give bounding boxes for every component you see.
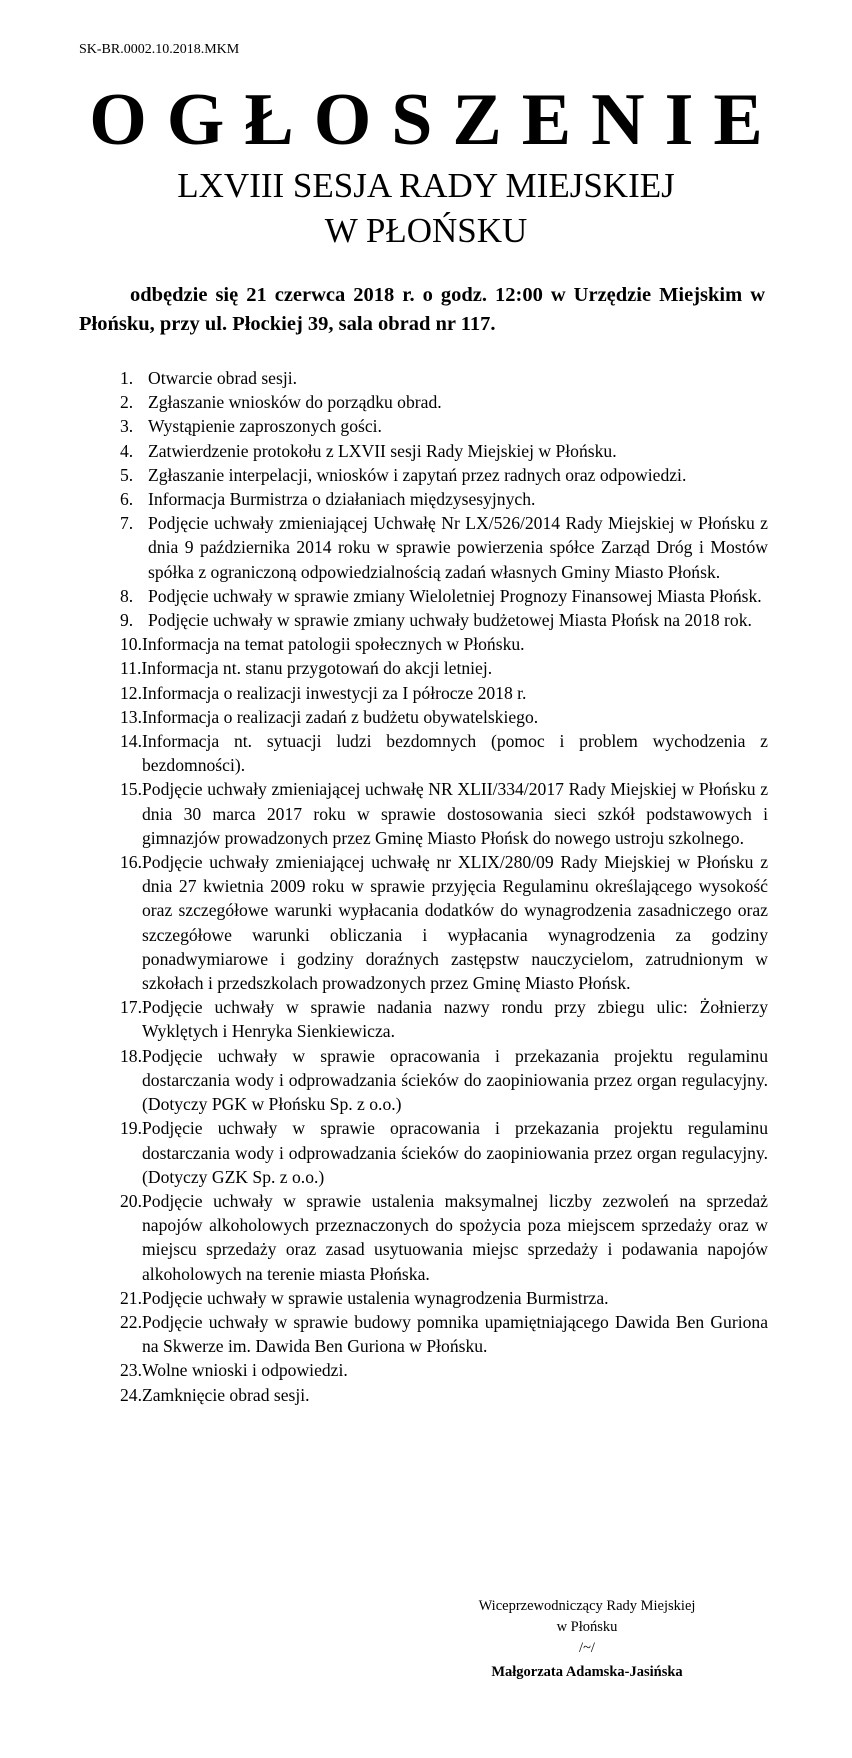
agenda-item (120, 681, 768, 705)
agenda-item-text: Zgłaszanie interpelacji, wniosków i zapytań przez radnych oraz odpowiedzi. (148, 464, 687, 485)
agenda-item-text: Informacja na temat patologii społecznych w Płońsku. (142, 634, 525, 655)
agenda-item-number: 23. (120, 1360, 142, 1381)
signature-mark: /~/ (579, 1640, 595, 1656)
agenda-item-number: 16. (120, 852, 142, 873)
agenda-item-number: 18. (120, 1045, 142, 1066)
signatory-title: Wiceprzewodniczący Rady Miejskiej (478, 1598, 696, 1614)
agenda-item (120, 729, 768, 777)
agenda-item-number: 17. (120, 997, 142, 1018)
agenda-item-text: Podjęcie uchwały w sprawie ustalenia wynagrodzenia Burmistrza. (142, 1287, 609, 1308)
agenda-item (120, 511, 768, 584)
agenda-item-number: 12. (120, 682, 142, 703)
agenda-item-number: 22. (120, 1311, 142, 1332)
agenda-item-text: Podjęcie uchwały w sprawie zmiany Wieloletniej Prognozy Finansowej Miasta Płońsk. (148, 585, 762, 606)
agenda-item-text: Podjęcie uchwały zmieniającej uchwałę NR XLII/334/2017 Rady Miejskiej w Płońsku z dnia 30 marca 2017 roku w sprawie dostosowania sieci szkół podstawowych i gimnazjów prowadzonych przez Gminę Miasto Płońsk do nowego ustroju szkolnego. (142, 779, 768, 848)
agenda-item (120, 608, 768, 632)
agenda-item-text: Podjęcie uchwały w sprawie budowy pomnika upamiętniającego Dawida Ben Guriona na Skwerze im. Dawida Ben Guriona w Płońsku. (142, 1311, 768, 1357)
agenda-item-text: Podjęcie uchwały w sprawie ustalenia maksymalnej liczby zezwoleń na sprzedaż napojów alkoholowych przeznaczonych do spożycia poza miejscem sprzedaży oraz w miejscu sprzedaży oraz zasad usytuowania miejsc sprzedaży i podawania napojów alkoholowych na terenie miasta Płońska. (142, 1190, 768, 1284)
agenda-item-number: 14. (120, 731, 142, 752)
agenda-item-number: 6. (120, 489, 134, 510)
agenda-item (120, 487, 768, 511)
session-title: LXVIII SESJA RADY MIEJSKIEJ (177, 166, 675, 205)
agenda-item-text: Informacja nt. stanu przygotowań do akcji letniej. (141, 658, 493, 679)
signatory-name: Małgorzata Adamska-Jasińska (491, 1664, 683, 1680)
agenda-item (120, 995, 768, 1043)
agenda-item (120, 1358, 768, 1382)
signatory-council: w Płońsku (556, 1619, 618, 1635)
agenda-item-number: 4. (120, 440, 134, 461)
agenda-item-number: 20. (120, 1190, 142, 1211)
agenda-item-text: Informacja Burmistrza o działaniach międzysesyjnych. (148, 489, 536, 510)
agenda-item (120, 1116, 768, 1189)
agenda-item-text: Podjęcie uchwały w sprawie zmiany uchwały budżetowej Miasta Płońsk na 2018 rok. (148, 610, 752, 631)
agenda-item-number: 8. (120, 585, 134, 606)
agenda-item (120, 1044, 768, 1117)
agenda-item (120, 390, 768, 414)
agenda-item-text: Informacja nt. sytuacji ludzi bezdomnych (pomoc i problem wychodzenia z bezdomności). (142, 731, 768, 776)
agenda-item-text: Podjęcie uchwały w sprawie nadania nazwy rondu przy zbiegu ulic: Żołnierzy Wyklętych i Henryka Sienkiewicza. (142, 997, 768, 1042)
agenda-list (120, 366, 768, 1407)
agenda-item (120, 656, 768, 680)
session-location-title: W PŁOŃSKU (324, 211, 528, 250)
agenda-item-text: Podjęcie uchwały w sprawie opracowania i przekazania projektu regulaminu dostarczania wody i odprowadzania ścieków do zaopiniowania przez organ regulacyjny. (Dotyczy PGK w Płońsku Sp. z o.o.) (142, 1045, 768, 1115)
agenda-item-number: 19. (120, 1118, 142, 1139)
agenda-item-text: Podjęcie uchwały zmieniającej Uchwałę Nr LX/526/2014 Rady Miejskiej w Płońsku z dnia 9 października 2014 roku w sprawie powierzenia spółce Zarząd Dróg i Mostów spółka z ograniczoną odpowiedzialnością zadań własnych Gminy Miasto Płońsk. (148, 513, 768, 582)
agenda-item-text: Wystąpienie zaproszonych gości. (148, 416, 382, 437)
agenda-item-number: 2. (120, 392, 134, 413)
session-intro: odbędzie się 21 czerwca 2018 r. o godz. 12:00 w Urzędzie Miejskim w Płońsku, przy ul. Płockiej 39, sala obrad nr 117. (79, 284, 765, 335)
agenda-item-number: 10. (120, 634, 142, 655)
agenda-item-number: 7. (120, 513, 134, 534)
agenda-item-number: 1. (120, 368, 134, 388)
agenda-item (120, 463, 768, 487)
agenda-item-text: Zgłaszanie wniosków do porządku obrad. (148, 392, 442, 413)
agenda-item (120, 1310, 768, 1358)
agenda-item (120, 705, 768, 729)
agenda-item-number: 9. (120, 610, 134, 631)
agenda-item-number: 5. (120, 464, 134, 485)
agenda-item (120, 850, 768, 995)
agenda-item-text: Wolne wnioski i odpowiedzi. (142, 1360, 348, 1381)
agenda-item (120, 439, 768, 463)
agenda-item-text: Podjęcie uchwały zmieniającej uchwałę nr XLIX/280/09 Rady Miejskiej w Płońsku z dnia 27 kwietnia 2009 roku w sprawie przyjęcia Regulaminu określającego wysokość oraz szczegółowe warunki wypłacania dodatków do wynagrodzenia zasadniczego oraz szczegółowe warunki obliczania i wypłacania wynagrodzenia za godziny ponadwymiarowe i godziny doraźnych zastępstw nauczycielom, zatrudnionym w szkołach i przedszkolach prowadzonych przez Gminę Miasto Płońsk. (142, 852, 768, 994)
agenda-item-number: 24. (120, 1384, 142, 1405)
agenda-item-number: 11. (120, 658, 142, 679)
agenda-item (120, 1189, 768, 1286)
agenda-item (120, 366, 768, 390)
signature-block (437, 1596, 737, 1683)
agenda-item-text: Podjęcie uchwały w sprawie opracowania i przekazania projektu regulaminu dostarczania wody i odprowadzania ścieków do zaopiniowania przez organ regulacyjny. (Dotyczy GZK Sp. z o.o.) (142, 1118, 768, 1187)
agenda-item (120, 584, 768, 608)
agenda-item-number: 13. (120, 706, 142, 727)
document-reference: SK-BR.0002.10.2018.MKM (79, 42, 240, 57)
agenda-item (120, 414, 768, 438)
agenda-item-text: Zatwierdzenie protokołu z LXVII sesji Rady Miejskiej w Płońsku. (148, 440, 617, 461)
agenda-item-text: Zamknięcie obrad sesji. (142, 1384, 310, 1405)
agenda-item (120, 1383, 768, 1407)
agenda-item (120, 777, 768, 850)
agenda-item (120, 1286, 768, 1310)
agenda-item-text: Informacja o realizacji inwestycji za I półrocze 2018 r. (142, 682, 527, 703)
agenda-item-text: Otwarcie obrad sesji. (148, 368, 298, 388)
agenda-item-text: Informacja o realizacji zadań z budżetu obywatelskiego. (142, 706, 539, 727)
agenda-item-number: 3. (120, 416, 134, 437)
agenda-item-number: 15. (120, 779, 142, 800)
page-title: OGŁOSZENIE (89, 79, 783, 161)
agenda-item-number: 21. (120, 1287, 142, 1308)
agenda-item (120, 632, 768, 656)
